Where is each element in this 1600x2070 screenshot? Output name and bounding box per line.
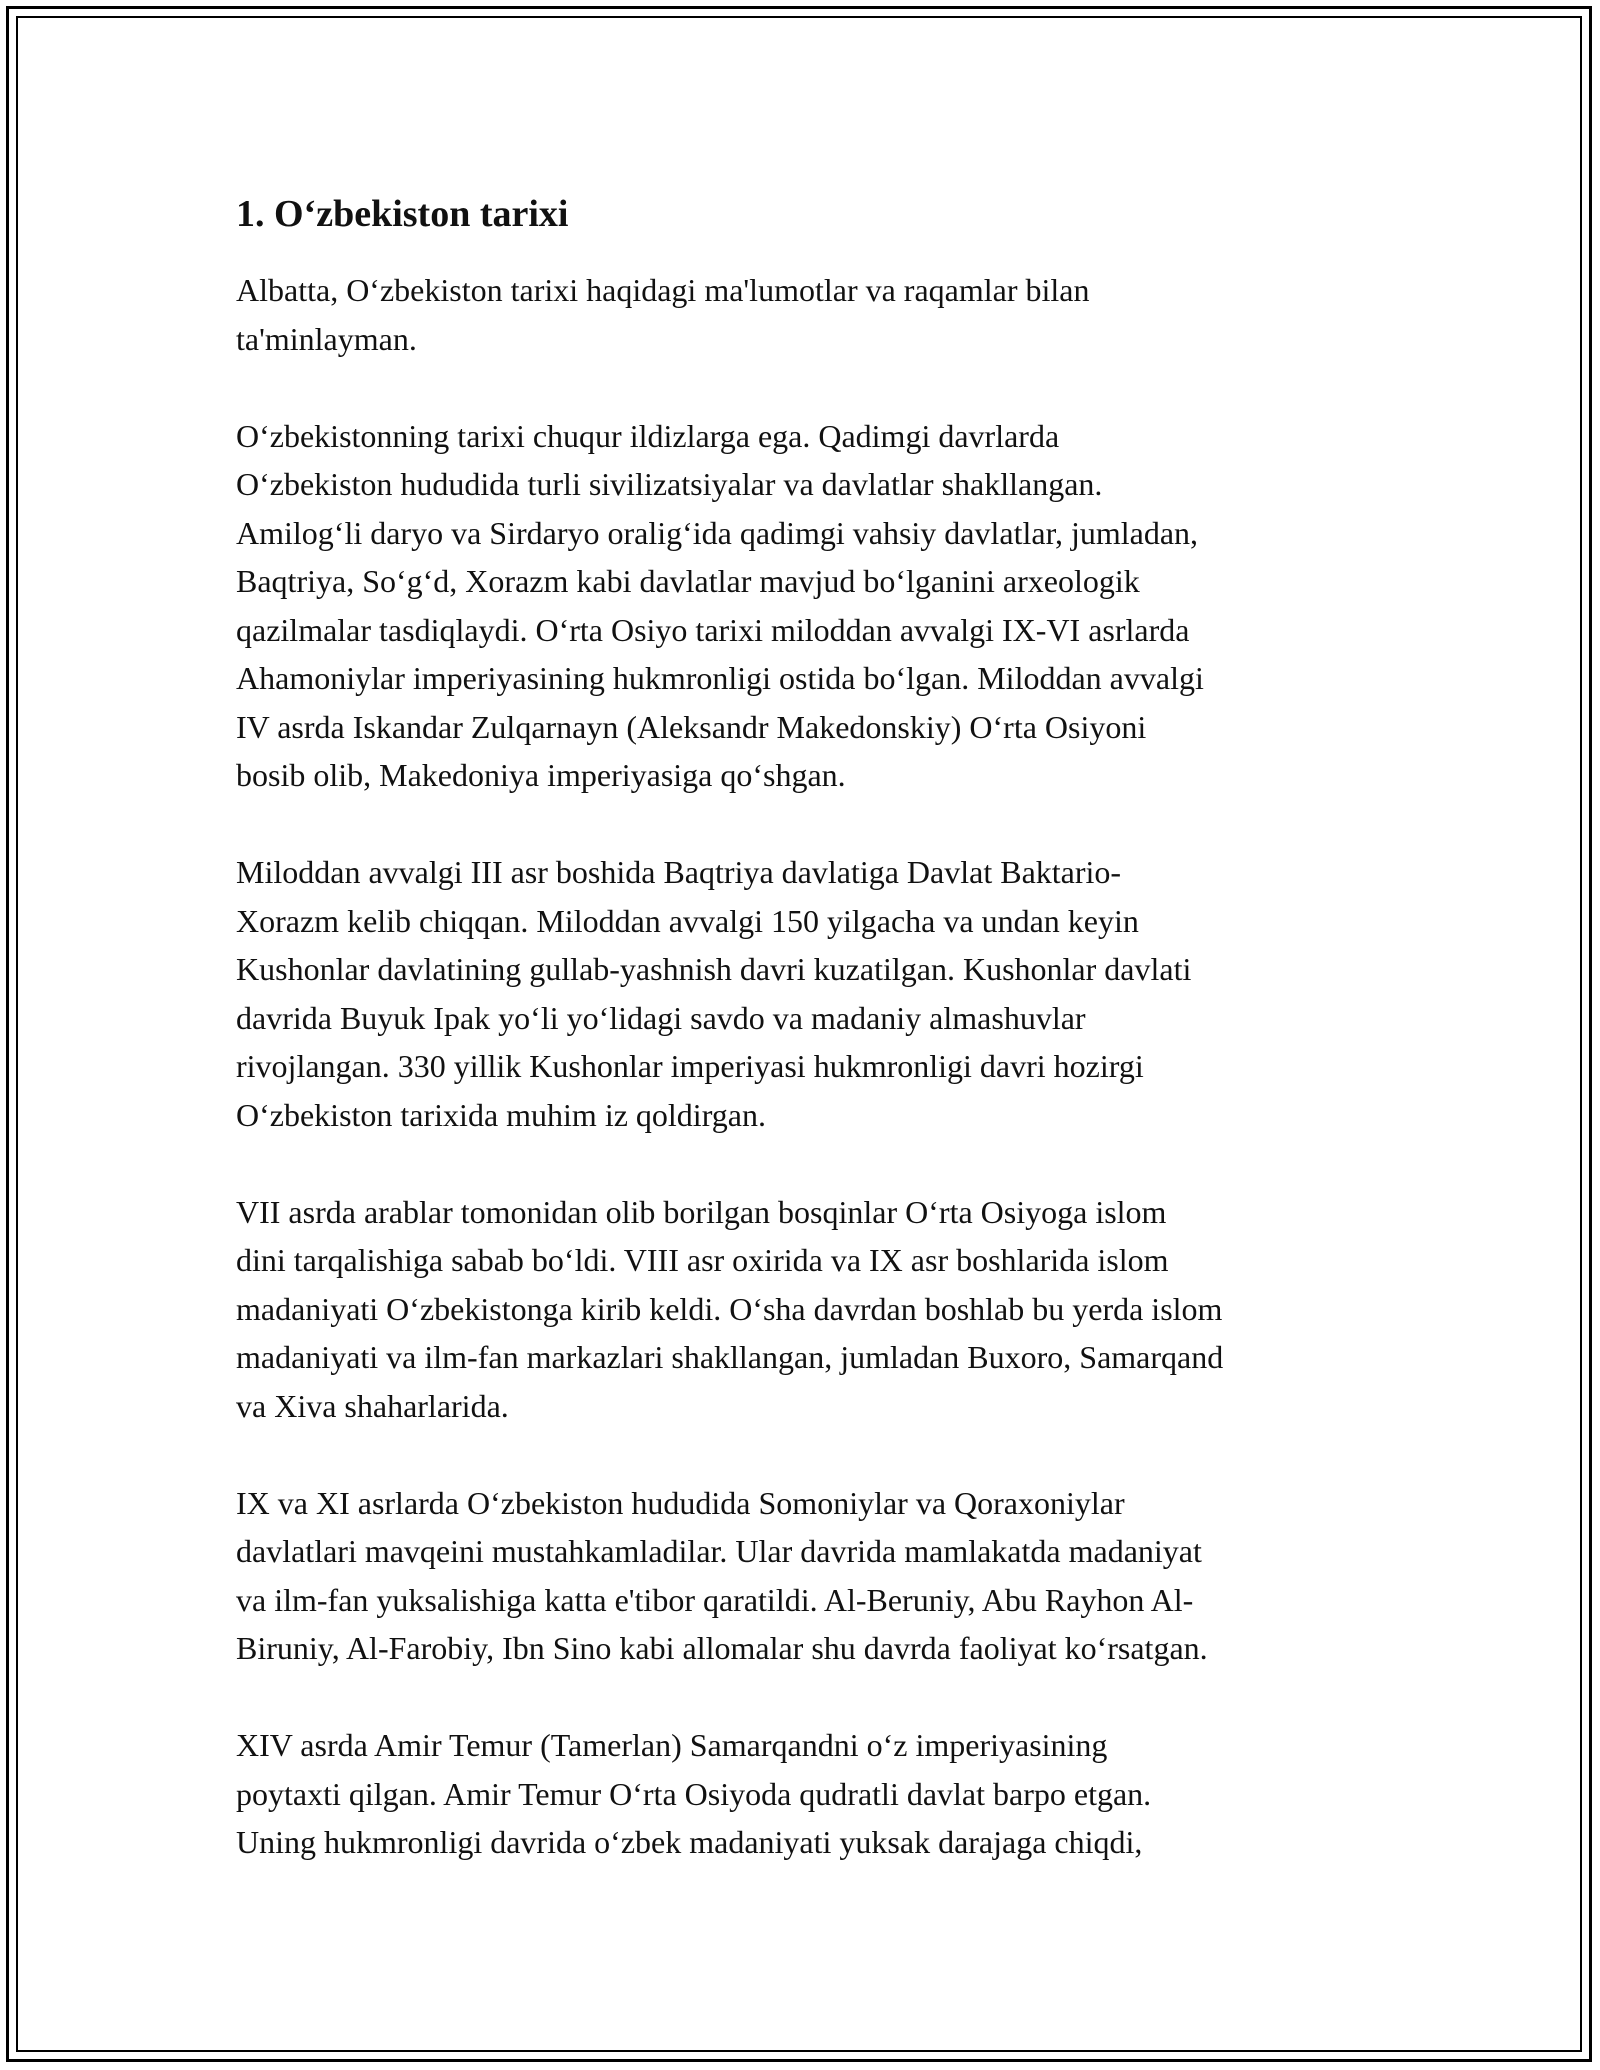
text-line: davlatlari mavqeini mustahkamladilar. Ular davrida mamlakatda madaniyat xyxy=(236,1533,1202,1569)
paragraph xyxy=(236,848,1386,1139)
text-line: VII asrda arablar tomonidan olib borilgan bosqinlar O‘rta Osiyoga islom xyxy=(236,1193,1167,1230)
paragraph xyxy=(236,1479,1386,1673)
text-line: va Xiva shaharlarida. xyxy=(236,1387,509,1424)
paragraph-list xyxy=(236,266,1386,1867)
text-line: poytaxti qilgan. Amir Temur O‘rta Osiyoda qudratli davlat barpo etgan. xyxy=(236,1775,1152,1812)
text-line: IX va XI asrlarda O‘zbekiston hududida Somoniylar va Qoraxoniylar xyxy=(236,1484,1125,1521)
paragraph xyxy=(236,1188,1386,1431)
text-line: bosib olib, Makedoniya imperiyasiga qo‘shgan. xyxy=(236,757,846,793)
document-heading: 1. O‘zbekiston tarixi xyxy=(236,193,569,235)
text-line: Albatta, O‘zbekiston tarixi haqidagi ma'lumotlar va raqamlar bilan xyxy=(236,272,1090,308)
text-line: Amilog‘li daryo va Sirdaryo oralig‘ida qadimgi vahsiy davlatlar, jumladan, xyxy=(236,514,1199,551)
text-line: Baqtriya, So‘g‘d, Xorazm kabi davlatlar mavjud bo‘lganini arxeologik xyxy=(236,563,1140,599)
text-line: rivojlangan. 330 yillik Kushonlar imperiyasi hukmronligi davri hozirgi xyxy=(236,1048,1144,1084)
text-line: davrida Buyuk Ipak yo‘li yo‘lidagi savdo va madaniy almashuvlar xyxy=(236,999,1086,1036)
text-line: Miloddan avvalgi III asr boshida Baqtriya davlatiga Davlat Baktario- xyxy=(236,854,1122,890)
text-line: madaniyati O‘zbekistonga kirib keldi. O‘sha davrdan boshlab bu yerda islom xyxy=(236,1290,1223,1327)
text-line: Kushonlar davlatining gullab-yashnish davri kuzatilgan. Kushonlar davlati xyxy=(236,951,1192,987)
document-body xyxy=(236,188,1386,1915)
text-line: dini tarqalishiga sabab bo‘ldi. VIII asr oxirida va IX asr boshlarida islom xyxy=(236,1242,1169,1278)
text-line: ta'minlayman. xyxy=(236,320,417,357)
paragraph xyxy=(236,266,1386,363)
text-line: O‘zbekiston hududida turli sivilizatsiyalar va davlatlar shakllangan. xyxy=(236,466,1103,502)
text-line: Xorazm kelib chiqqan. Miloddan avvalgi 150 yilgacha va undan keyin xyxy=(236,902,1139,939)
text-line: IV asrda Iskandar Zulqarnayn (Aleksandr Makedonskiy) O‘rta Osiyoni xyxy=(236,708,1147,745)
text-line: Ahamoniylar imperiyasining hukmronligi ostida bo‘lgan. Miloddan avvalgi xyxy=(236,660,1204,696)
paragraph xyxy=(236,412,1386,800)
text-line: O‘zbekistonning tarixi chuqur ildizlarga ega. Qadimgi davrlarda xyxy=(236,417,1060,454)
text-line: Biruniy, Al-Farobiy, Ibn Sino kabi allomalar shu davrda faoliyat ko‘rsatgan. xyxy=(236,1630,1208,1666)
text-line: Uning hukmronligi davrida o‘zbek madaniyati yuksak darajaga chiqdi, xyxy=(236,1824,1143,1860)
text-line: O‘zbekiston tarixida muhim iz qoldirgan. xyxy=(236,1096,766,1133)
paragraph xyxy=(236,1721,1386,1867)
text-line: madaniyati va ilm-fan markazlari shakllangan, jumladan Buxoro, Samarqand xyxy=(236,1339,1224,1375)
text-line: va ilm-fan yuksalishiga katta e'tibor qaratildi. Al-Beruniy, Abu Rayhon Al- xyxy=(236,1581,1194,1618)
text-line: qazilmalar tasdiqlaydi. O‘rta Osiyo tarixi miloddan avvalgi IX-VI asrlarda xyxy=(236,611,1190,648)
text-line: XIV asrda Amir Temur (Tamerlan) Samarqandni o‘z imperiyasining xyxy=(236,1727,1108,1763)
